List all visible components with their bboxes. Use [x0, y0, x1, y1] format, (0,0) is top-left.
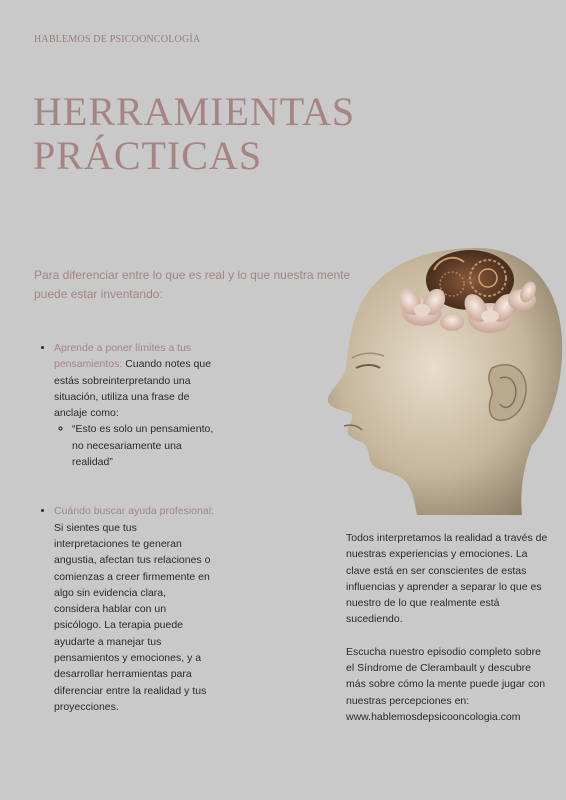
tip-heading: Cuándo buscar ayuda profesional:	[54, 505, 214, 518]
header-label: HABLEMOS DE PSICOONCOLOGÍA	[34, 34, 201, 45]
website-link[interactable]: www.hablemosdepsicooncologia.com	[346, 710, 521, 723]
title-line-2: PRÁCTICAS	[33, 133, 263, 178]
tip-sublist	[54, 421, 214, 470]
right-paragraph-1: Todos interpretamos la realidad a través de nuestras experiencias y emociones. La clave está en ser conscientes de estas influencias y aprender a separar lo que es nuestro de lo que realmente está sucediendo.	[346, 532, 548, 626]
tip-item	[54, 503, 214, 715]
right-column	[346, 530, 551, 725]
title-line-1: HERRAMIENTAS	[33, 89, 356, 134]
tip-body: Si sientes que tus interpretaciones te generan angustia, afectan tus relaciones o comienzas a creer firmemente en algo sin evidencia clara, considera hablar con un psicólogo. La terapia puede ayudarte a manejar tus pensamientos y emociones, y a desarrollar herramientas para diferenciar entre la realidad y tus proyecciones.	[54, 521, 211, 713]
tip-item	[54, 340, 214, 470]
right-paragraph-2: Escucha nuestro episodio completo sobre el Síndrome de Clerambault y descubre más sobre cómo la mente puede jugar con nuestras percepciones en:	[346, 645, 546, 707]
intro-text: Para diferenciar entre lo que es real y lo que nuestra mente puede estar inventando:	[34, 268, 351, 301]
head-profile-brain-flowers-icon	[322, 240, 566, 515]
tip-quote: ◦ “Esto es solo un pensamiento, no necesariamente una realidad”	[72, 421, 214, 470]
tip-body: Cuando notes que estás sobreinterpretando una situación, utiliza una frase de anclaje como:	[54, 358, 212, 420]
tips-list	[38, 340, 214, 748]
page-title	[33, 90, 355, 178]
tip-heading: Aprende a poner límites a tus pensamientos:	[54, 342, 192, 371]
